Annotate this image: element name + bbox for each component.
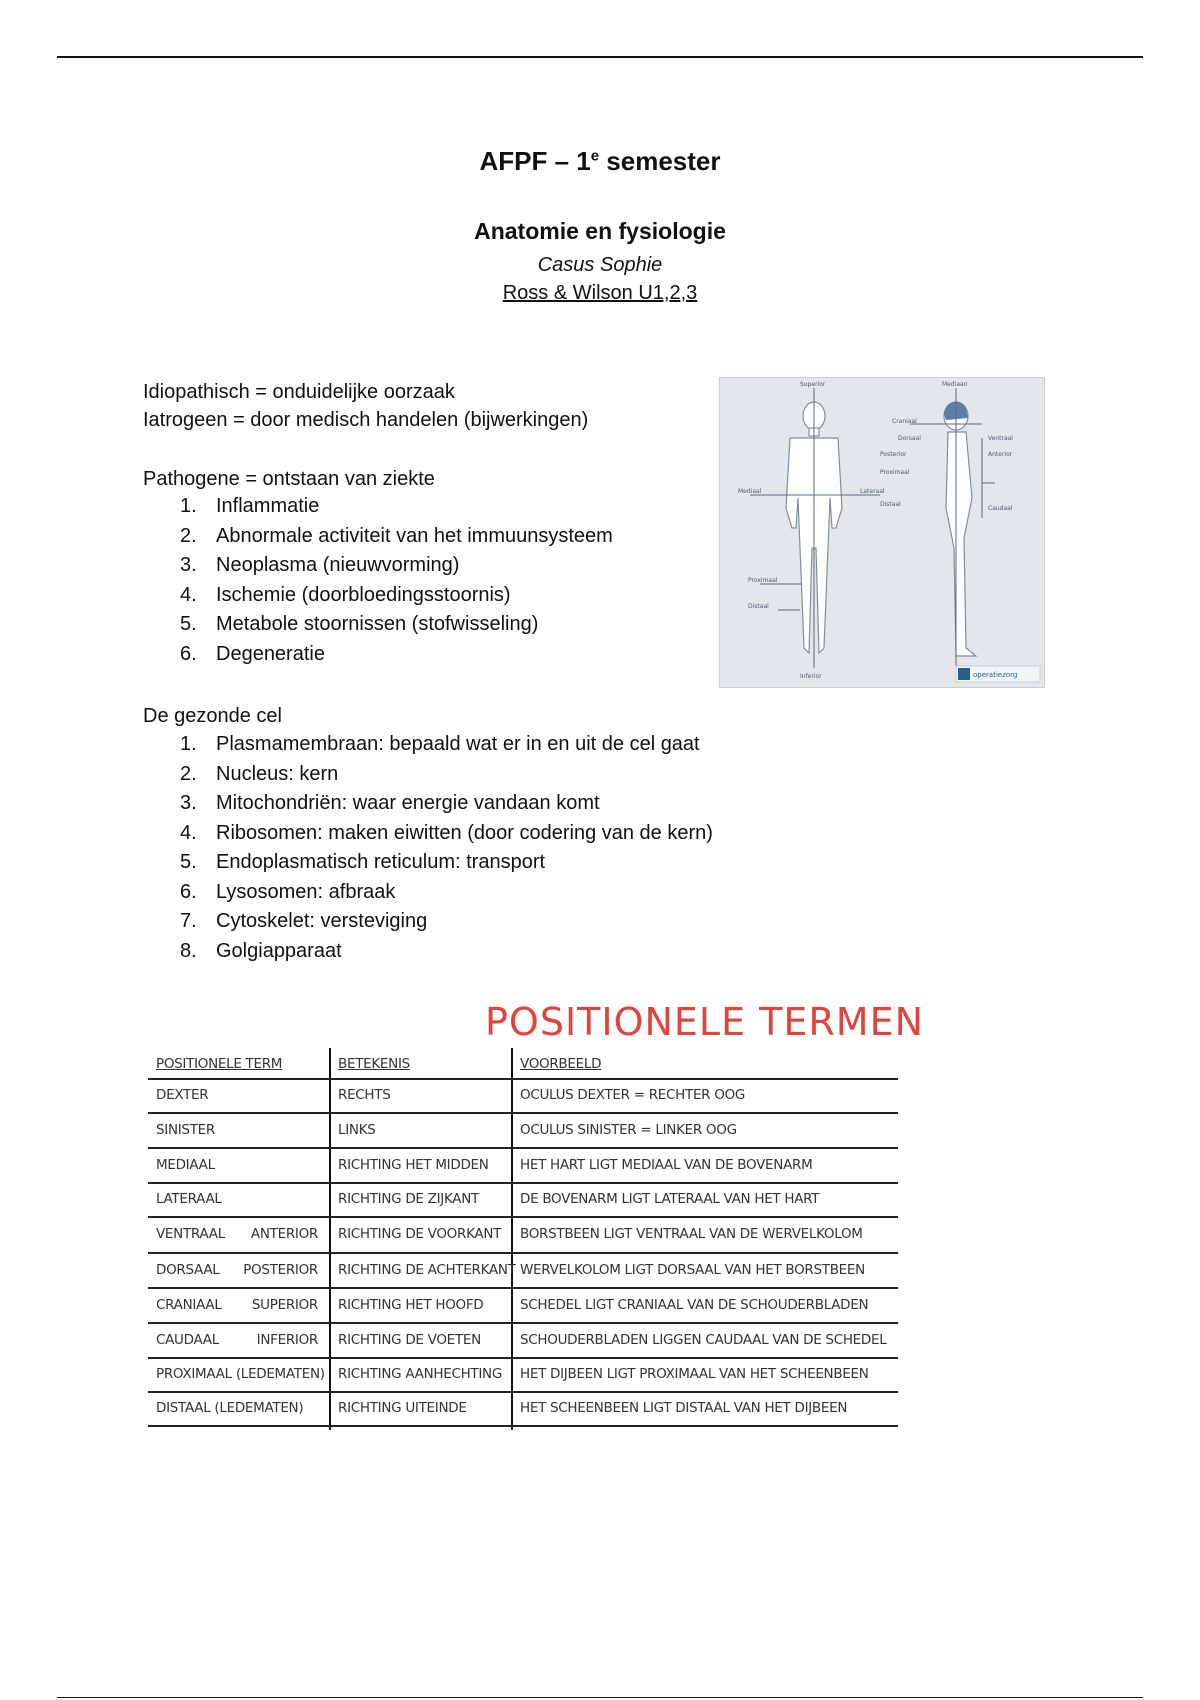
label-distaal-side: Distaal xyxy=(880,501,901,508)
cel-heading: De gezonde cel xyxy=(143,705,282,727)
label-superior: Superior xyxy=(800,381,826,388)
row-divider xyxy=(148,1322,898,1324)
label-dorsaal: Dorsaal xyxy=(898,435,921,442)
label-mediaal: Mediaal xyxy=(738,488,762,495)
label-lateraal: Lateraal xyxy=(860,488,885,495)
row-divider xyxy=(148,1216,898,1218)
definition-idiopathisch: Idiopathisch = onduidelijke oorzaak xyxy=(143,381,455,403)
cel-list xyxy=(180,730,713,966)
meaning-cell: RICHTING UITEINDE xyxy=(338,1400,467,1416)
row-divider xyxy=(148,1287,898,1289)
label-anterior: Anterior xyxy=(988,451,1013,458)
meaning-cell: RICHTING HET MIDDEN xyxy=(338,1157,489,1173)
example-cell: HET HART LIGT MEDIAAL VAN DE BOVENARM xyxy=(520,1157,813,1173)
row-divider xyxy=(148,1182,898,1184)
list-item: 2. Abnormale activiteit van het immuunsysteem xyxy=(180,524,613,547)
row-divider xyxy=(148,1391,898,1393)
term-cell: LATERAAL xyxy=(156,1191,222,1207)
row-divider xyxy=(148,1425,898,1427)
header-example: VOORBEELD xyxy=(520,1056,602,1072)
meaning-cell: RECHTS xyxy=(338,1087,391,1103)
list-item: 6. Degeneratie xyxy=(180,642,325,665)
label-distaal-front: Distaal xyxy=(748,603,769,610)
term-cell: CAUDAAL INFERIOR xyxy=(156,1332,318,1348)
pathogene-heading: Pathogene = ontstaan van ziekte xyxy=(143,468,435,490)
list-item: 3. Mitochondriën: waar energie vandaan komt xyxy=(180,792,600,814)
label-inferior: Inferior xyxy=(800,673,822,680)
header-meaning: BETEKENIS xyxy=(338,1056,410,1072)
example-cell: BORSTBEEN LIGT VENTRAAL VAN DE WERVELKOLOM xyxy=(520,1226,863,1242)
table-title: POSITIONELE TERMEN xyxy=(485,1000,925,1044)
casus-label: Casus Sophie xyxy=(537,254,663,276)
list-item: 5. Metabole stoornissen (stofwisseling) xyxy=(180,613,539,635)
term-cell: SINISTER xyxy=(156,1122,215,1138)
anatomy-figures xyxy=(720,378,1044,687)
list-item: 2. Nucleus: kern xyxy=(180,762,339,785)
list-item: 5. Endoplasmatisch reticulum: transport xyxy=(180,851,546,873)
source-label: Ross & Wilson U1,2,3 xyxy=(502,282,698,304)
column-divider xyxy=(511,1048,513,1430)
side-body-figure xyxy=(944,402,976,656)
label-craniaal: Craniaal xyxy=(892,418,917,425)
example-cell: HET SCHEENBEEN LIGT DISTAAL VAN HET DIJBEEN xyxy=(520,1400,848,1416)
label-caudaal: Caudaal xyxy=(988,505,1013,512)
row-divider xyxy=(148,1252,898,1254)
example-cell: DE BOVENARM LIGT LATERAAL VAN HET HART xyxy=(520,1191,820,1207)
positional-terms-table xyxy=(148,1048,898,1430)
list-item: 4. Ischemie (doorbloedingsstoornis) xyxy=(180,583,511,606)
term-cell: VENTRAAL ANTERIOR xyxy=(156,1226,318,1242)
label-ventraal: Ventraal xyxy=(988,435,1013,442)
label-mediaan: Mediaan xyxy=(942,381,968,388)
term-cell: DEXTER xyxy=(156,1087,209,1103)
bottom-rule xyxy=(57,1697,1143,1698)
list-item: 6. Lysosomen: afbraak xyxy=(180,880,396,903)
row-divider xyxy=(148,1078,898,1080)
list-item: 1. Inflammatie xyxy=(180,495,320,517)
column-divider xyxy=(329,1048,331,1430)
page-title: AFPF – 1e semester xyxy=(479,146,721,176)
example-cell: WERVELKOLOM LIGT DORSAAL VAN HET BORSTBEEN xyxy=(520,1262,865,1278)
list-item: 3. Neoplasma (nieuwvorming) xyxy=(180,554,460,576)
row-divider xyxy=(148,1112,898,1114)
label-proximaal-front: Proximaal xyxy=(748,577,778,584)
row-divider xyxy=(148,1357,898,1359)
term-cell: PROXIMAAL (LEDEMATEN) xyxy=(156,1366,325,1382)
label-proximaal-side: Proximaal xyxy=(880,469,910,476)
list-item: 4. Ribosomen: maken eiwitten (door codering van de kern) xyxy=(180,821,713,844)
term-cell: DORSAAL POSTERIOR xyxy=(156,1262,318,1278)
term-cell: DISTAAL (LEDEMATEN) xyxy=(156,1400,304,1416)
list-item: 8. Golgiapparaat xyxy=(180,939,342,962)
term-cell: MEDIAAL xyxy=(156,1157,215,1173)
example-cell: OCULUS DEXTER = RECHTER OOG xyxy=(520,1087,746,1103)
meaning-cell: RICHTING DE VOETEN xyxy=(338,1332,481,1348)
label-posterior: Posterior xyxy=(880,451,907,458)
example-cell: OCULUS SINISTER = LINKER OOG xyxy=(520,1122,737,1138)
term-cell: CRANIAAL SUPERIOR xyxy=(156,1297,318,1313)
example-cell: HET DIJBEEN LIGT PROXIMAAL VAN HET SCHEENBEEN xyxy=(520,1366,869,1382)
logo-text: operatiezorg xyxy=(973,671,1018,679)
meaning-cell: LINKS xyxy=(338,1122,376,1138)
list-item: 7. Cytoskelet: versteviging xyxy=(180,910,428,932)
list-item: 1. Plasmamembraan: bepaald wat er in en uit de cel gaat xyxy=(180,733,700,755)
pathogene-list xyxy=(180,492,613,669)
meaning-cell: RICHTING DE VOORKANT xyxy=(338,1226,502,1242)
page-subtitle: Anatomie en fysiologie xyxy=(474,218,726,244)
top-rule xyxy=(57,56,1143,58)
anatomy-diagram xyxy=(719,377,1045,688)
operatiezorg-logo xyxy=(956,666,1040,682)
meaning-cell: RICHTING DE ACHTERKANT xyxy=(338,1262,516,1278)
definition-iatrogeen: Iatrogeen = door medisch handelen (bijwerkingen) xyxy=(143,409,589,431)
meaning-cell: RICHTING DE ZIJKANT xyxy=(338,1191,479,1207)
example-cell: SCHEDEL LIGT CRANIAAL VAN DE SCHOUDERBLADEN xyxy=(520,1297,869,1313)
meaning-cell: RICHTING HET HOOFD xyxy=(338,1297,484,1313)
example-cell: SCHOUDERBLADEN LIGGEN CAUDAAL VAN DE SCHEDEL xyxy=(520,1332,887,1348)
row-divider xyxy=(148,1147,898,1149)
header-term: POSITIONELE TERM xyxy=(156,1056,283,1072)
meaning-cell: RICHTING AANHECHTING xyxy=(338,1366,503,1382)
